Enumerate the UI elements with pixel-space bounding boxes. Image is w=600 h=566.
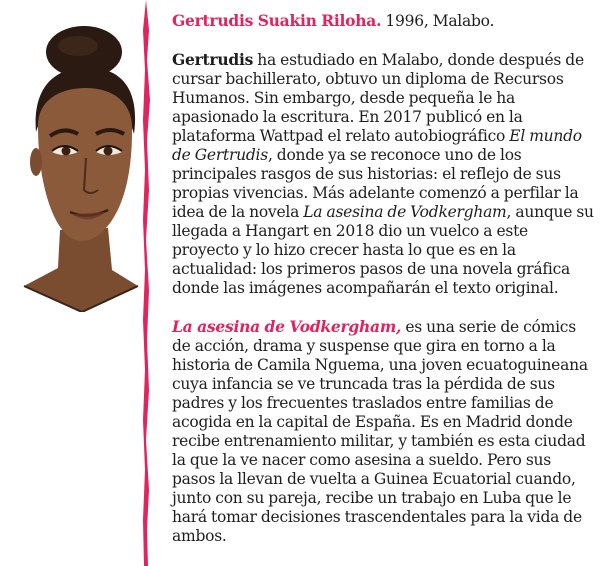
work-title-1: El mundo de Gertrudis [172, 127, 582, 164]
author-portrait [8, 22, 148, 312]
divider-stroke [141, 0, 153, 566]
bio-text-2: , donde ya se reconoce uno de los principales rasgos de sus historias: el reflejo de sus propias vivencias. Más adelante comenzó a perfilar la idea de la novela [172, 146, 579, 221]
biography-text [172, 11, 597, 546]
author-birth-info: 1996, Malabo. [381, 12, 495, 30]
bio-paragraph [172, 50, 597, 298]
author-name: Gertrudis Suakin Riloha. [172, 11, 382, 30]
work-title-2: La asesina de Vodkergham [303, 203, 507, 221]
author-header [172, 11, 597, 31]
bio-text-3: , aunque su llegada a Hangart en 2018 dio un vuelco a este proyecto y lo hizo crecer hasta lo que es en la actualidad: los primeros pasos de una novela gráfica donde las imágenes acompañarán el texto original. [172, 203, 594, 297]
series-title: La asesina de Vodkergham, [172, 317, 402, 336]
series-paragraph [172, 317, 597, 546]
series-text: es una serie de cómics de acción, drama y suspense que gira en torno a la historia de Camila Nguema, una joven ecuatoguineana cuya infancia se ve truncada tras la pérdida de sus padres y los frecuentes traslados entre familias de acogida en la capital de España. Es en Madrid donde recibe entrenamiento militar, y también es esta ciudad la que la ve nacer como asesina a sueldo. Pero sus pasos la llevan de vuelta a Guinea Ecuatorial cuando, junto con su pareja, recibe un trabajo en Luba que le hará tomar decisiones trascendentales para la vida de ambos. [172, 318, 588, 545]
bio-name: Gertrudis [172, 50, 254, 69]
bio-text-1: ha estudiado en Malabo, donde después de cursar bachillerato, obtuvo un diploma de Recursos Humanos. Sin embargo, desde pequeña le ha apasionado la escritura. En 2017 publicó en la plataforma Wattpad el relato autobiográfico [172, 51, 584, 145]
